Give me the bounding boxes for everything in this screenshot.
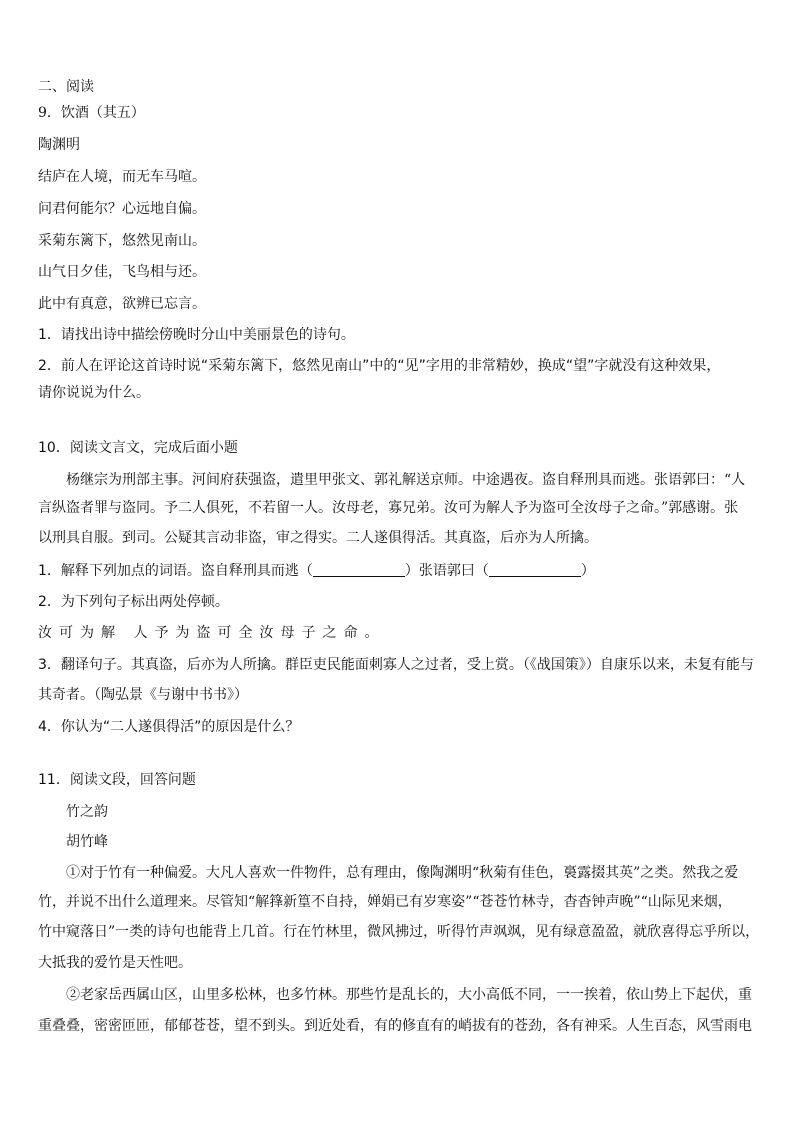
poem-line: 问君何能尔？心远地自偏。 xyxy=(38,201,206,217)
sentence-part: 人予为盗可全汝母子之命。 xyxy=(133,625,386,641)
q10-title: 10．阅读文言文，完成后面小题 xyxy=(38,440,238,456)
answer-blank[interactable] xyxy=(489,562,581,577)
q9-sub1: 1．请找出诗中描绘傍晚时分山中美丽景色的诗句。 xyxy=(38,327,355,343)
q10-sub1-text-a: 1．解释下列加点的词语。盗自释刑具而逃（ xyxy=(38,563,313,579)
section-title: 二、阅读 xyxy=(38,79,94,95)
poem-line: 此中有真意，欲辨已忘言。 xyxy=(38,296,206,312)
poem-line: 采菊东篱下，悠然见南山。 xyxy=(38,233,206,249)
essay-title: 竹之韵 xyxy=(66,804,108,820)
essay-line: 竹中窥落日”一类的诗句也能背上几首。行在竹林里，微风拂过，听得竹声飒飒，见有绿意盈盈，就欣喜得忘乎所以， xyxy=(38,924,760,940)
q11-title: 11．阅读文段，回答问题 xyxy=(38,772,196,788)
sentence-part: 汝可为解 xyxy=(38,625,122,641)
q9-title: 9．饮酒（其五） xyxy=(38,105,145,121)
q9-sub2-cont: 请你说说为什么。 xyxy=(38,385,150,401)
q10-sub3: 3．翻译句子。其真盗，后亦为人所擒。群臣吏民能面刺寡人之过者，受上赏。（《战国策》）自康乐以来，未复有能与 xyxy=(38,657,754,673)
passage-line: 以刑具自服。到司。公疑其言动非盗，审之得实。二人遂俱得活。其真盗，后亦为人所擒。 xyxy=(38,530,598,546)
q10-sub1 xyxy=(38,562,595,580)
answer-blank[interactable] xyxy=(313,562,405,577)
q10-sub1-text-b: ）张语郭曰（ xyxy=(404,563,489,579)
q10-sub2: 2．为下列句子标出两处停顿。 xyxy=(38,594,229,610)
q9-sub2: 2．前人在评论这首诗时说“采菊东篱下，悠然见南山”中的“见”字用的非常精妙，换成“望”字就没有这种效果， xyxy=(38,358,721,374)
q10-sub3-cont: 其奇者。（陶弘景《与谢中书书》） xyxy=(38,687,248,703)
essay-line: 竹，并说不出什么道理来。尽管知“解箨新篁不自持，婵娟已有岁寒姿”“苍苍竹林寺，杳杳钟声晚”“山际见来烟， xyxy=(38,894,732,910)
poem-line: 结庐在人境，而无车马喧。 xyxy=(38,169,206,185)
essay-line: ②老家岳西属山区，山里多松林，也多竹林。那些竹是乱长的，大小高低不同，一一挨着，依山势上下起伏，重 xyxy=(66,987,752,1003)
essay-line: 大抵我的爱竹是天性吧。 xyxy=(38,955,192,971)
essay-line: ①对于竹有一种偏爱。大凡人喜欢一件物件，总有理由，像陶渊明“秋菊有佳色，裛露掇其英”之类。然我之爱 xyxy=(66,865,739,881)
essay-author: 胡竹峰 xyxy=(66,834,108,850)
q10-sub4: 4．你认为“二人遂俱得活”的原因是什么？ xyxy=(38,719,300,735)
passage-line: 杨继宗为刑部主事。河间府获强盗，遣里甲张文、郭礼解送京师。中途遇夜。盗自释刑具而逃。张语郭曰：“人 xyxy=(66,472,746,488)
q10-sub1-text-c: ） xyxy=(580,563,595,579)
poem-line: 山气日夕佳，飞鸟相与还。 xyxy=(38,264,206,280)
q9-author: 陶渊明 xyxy=(38,137,80,153)
q10-sub2-sentence xyxy=(38,624,385,642)
passage-line: 言纵盗者罪与盗同。予二人俱死，不若留一人。汝母老，寡兄弟。汝可为解人予为盗可全汝母子之命。”郭感谢。张 xyxy=(38,500,739,516)
essay-line: 重叠叠，密密匝匝，郁郁苍苍，望不到头。到近处看，有的修直有的峭拔有的苍劲，各有神采。人生百态，风雪雨电 xyxy=(38,1018,752,1034)
